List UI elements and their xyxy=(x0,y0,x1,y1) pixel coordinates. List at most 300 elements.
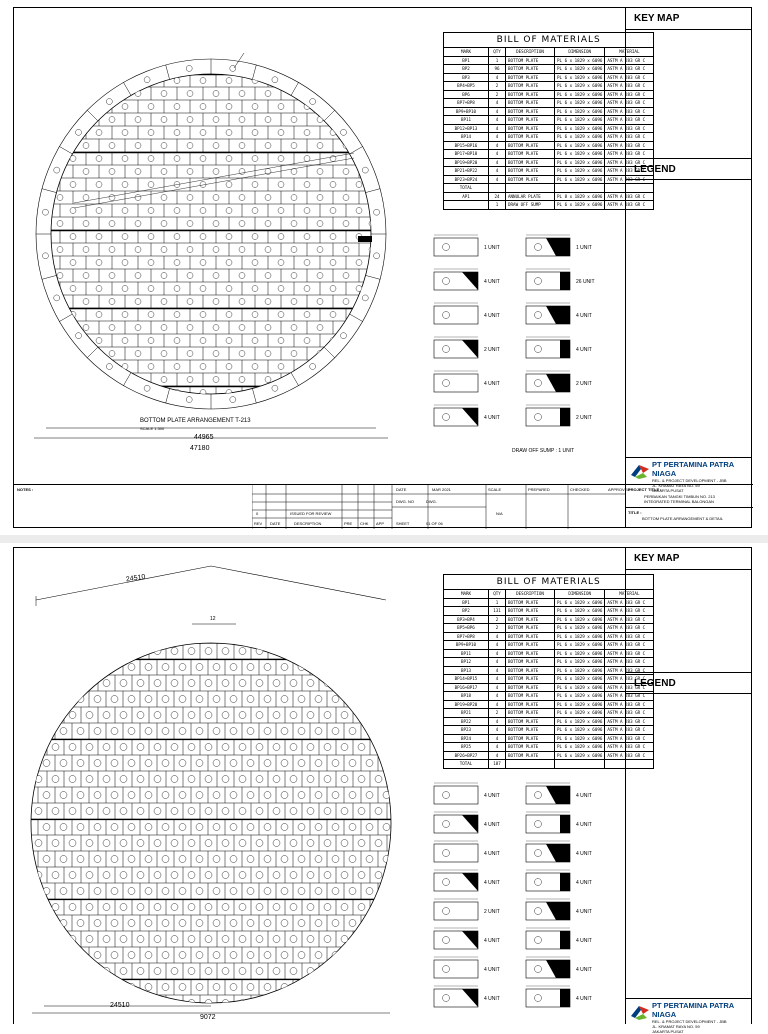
plate-mark xyxy=(395,351,401,357)
plate-mark xyxy=(315,696,322,703)
plate-mark xyxy=(196,952,203,959)
plate-mark xyxy=(69,872,76,879)
plate-mark xyxy=(273,776,280,783)
plate-mark xyxy=(69,680,76,687)
plate-mark xyxy=(307,680,314,687)
plate-mark xyxy=(330,234,336,240)
bom-cell: BP12+BP13 xyxy=(444,124,489,133)
plate-mark xyxy=(174,130,180,136)
bom-cell: ASTM A 283 GR C xyxy=(605,624,654,633)
bom-cell: PL 6 x 1829 x 6096 xyxy=(555,598,605,607)
rev-header-chk: CHK xyxy=(360,521,369,526)
plate-mark xyxy=(137,968,144,975)
bom-table xyxy=(443,47,654,210)
plate-mark xyxy=(291,273,297,279)
bom-row xyxy=(444,116,654,125)
plate-mark xyxy=(247,696,254,703)
plate-mark xyxy=(96,286,102,292)
plate-mark xyxy=(86,680,93,687)
plate-mark xyxy=(247,1016,254,1023)
plate-mark xyxy=(290,840,297,847)
plate-mark xyxy=(298,984,305,991)
plate-mark xyxy=(145,760,152,767)
plate-mark xyxy=(265,195,271,201)
plate-mark xyxy=(324,648,331,655)
bom-cell: PL 6 x 1829 x 6096 xyxy=(555,649,605,658)
plate-mark xyxy=(356,156,362,162)
plate-mark xyxy=(343,325,349,331)
right-column-1 xyxy=(625,8,752,527)
plate-mark xyxy=(298,792,305,799)
bill-of-materials-1 xyxy=(443,32,654,210)
plate-mark xyxy=(239,840,246,847)
plate-mark xyxy=(205,872,212,879)
bom-cell: ASTM A 283 GR C xyxy=(605,175,654,184)
bom-row xyxy=(444,167,654,176)
detail-unit-label: 4 UNIT xyxy=(484,793,500,799)
plate-mark xyxy=(103,744,110,751)
plate-mark xyxy=(330,208,336,214)
bom-cell: BOTTOM PLATE xyxy=(506,632,555,641)
plate-mark xyxy=(94,856,101,863)
plate-mark xyxy=(128,856,135,863)
annular-mark xyxy=(42,253,48,259)
plate-mark xyxy=(265,351,271,357)
plate-mark xyxy=(264,792,271,799)
bom-cell: PL 6 x 1829 x 6096 xyxy=(555,99,605,108)
plate-mark xyxy=(395,325,401,331)
approved-label: APPROVED xyxy=(608,487,631,492)
plate-mark xyxy=(35,904,42,911)
plate-mark xyxy=(343,117,349,123)
bom-cell: 4 xyxy=(489,141,506,150)
plate-mark xyxy=(145,664,152,671)
plate-mark xyxy=(278,130,284,136)
bom-cell: BP14 xyxy=(444,133,489,142)
detail-unit-label: 4 UNIT xyxy=(576,967,592,973)
plate-mark xyxy=(213,273,219,279)
plate-mark xyxy=(247,856,254,863)
plate-mark xyxy=(179,888,186,895)
plate-mark xyxy=(145,888,152,895)
plate-mark xyxy=(369,299,375,305)
plate-mark xyxy=(222,968,229,975)
plate-mark xyxy=(281,1016,288,1023)
plate-mark xyxy=(307,712,314,719)
plate-mark xyxy=(162,984,169,991)
plate-mark xyxy=(366,920,373,927)
bom-cell: PL 6 x 1829 x 6096 xyxy=(555,709,605,718)
company-sub-2: JL. KRAMAT RAYA NO. 59 xyxy=(652,1024,700,1029)
plate-mark xyxy=(44,130,50,136)
plate-mark xyxy=(317,299,323,305)
plate-mark xyxy=(109,117,115,123)
plate-mark xyxy=(205,712,212,719)
bom-cell: BP4+BP5 xyxy=(444,82,489,91)
plate-mark xyxy=(278,208,284,214)
bom-cell: BOTTOM PLATE xyxy=(506,666,555,675)
plate-mark xyxy=(174,104,180,110)
bom-cell: ASTM A 283 GR C xyxy=(605,65,654,74)
bom-cell: DRAW OFF SUMP xyxy=(506,201,555,210)
plate-mark xyxy=(349,792,356,799)
rev-number: 0 xyxy=(256,511,259,516)
plate-mark xyxy=(265,377,271,383)
bom-cell: PL 6 x 1829 x 6096 xyxy=(555,624,605,633)
plate-mark xyxy=(264,888,271,895)
plate-mark xyxy=(69,712,76,719)
plate-mark xyxy=(281,728,288,735)
plate-mark xyxy=(290,872,297,879)
plate-mark xyxy=(256,776,263,783)
plate-mark xyxy=(83,351,89,357)
plate-mark xyxy=(188,776,195,783)
plate-mark xyxy=(103,680,110,687)
plate-mark xyxy=(291,143,297,149)
annular-mark xyxy=(144,385,150,391)
plate-mark xyxy=(200,104,206,110)
bom-cell: PL 8 x 1829 x 6096 xyxy=(555,192,605,201)
plate-mark xyxy=(94,824,101,831)
bom-row xyxy=(444,683,654,692)
plate-mark xyxy=(213,728,220,735)
plate-mark xyxy=(86,712,93,719)
plate-mark xyxy=(230,696,237,703)
plate-mark xyxy=(239,377,245,383)
plate-mark xyxy=(247,888,254,895)
bom-header-cell: QTY xyxy=(489,590,506,599)
plate-mark xyxy=(96,130,102,136)
plate-mark xyxy=(256,936,263,943)
plate-mark xyxy=(304,338,310,344)
plate-mark xyxy=(307,936,314,943)
plate-mark xyxy=(188,872,195,879)
plate-mark xyxy=(252,130,258,136)
plate-mark xyxy=(70,286,76,292)
bom-cell: ASTM A 283 GR C xyxy=(605,649,654,658)
plate-mark xyxy=(278,338,284,344)
plate-mark xyxy=(128,792,135,799)
project-title-label: PROJECT TITLE : xyxy=(628,487,662,492)
plate-mark xyxy=(343,273,349,279)
detail-unit-label: 4 UNIT xyxy=(484,851,500,857)
bom-row xyxy=(444,717,654,726)
plate-mark xyxy=(317,221,323,227)
plate-mark xyxy=(213,792,220,799)
bom-cell: PL 6 x 1829 x 6096 xyxy=(555,734,605,743)
detail-unit-label: 4 UNIT xyxy=(484,381,500,387)
plate-mark xyxy=(200,364,206,370)
plate-mark xyxy=(43,1016,50,1023)
plate-mark xyxy=(247,952,254,959)
plate-mark xyxy=(256,1000,263,1007)
bom-header-cell: MARK xyxy=(444,48,489,57)
bom-cell: BOTTOM PLATE xyxy=(506,141,555,150)
plate-mark xyxy=(332,824,339,831)
detail-unit-label: 4 UNIT xyxy=(576,347,592,353)
plate-mark xyxy=(278,182,284,188)
plate-mark xyxy=(94,984,101,991)
drawing-caption: BOTTOM PLATE ARRANGEMENT T-213 xyxy=(140,418,251,424)
plate-mark xyxy=(111,856,118,863)
plate-mark xyxy=(83,169,89,175)
plate-mark xyxy=(145,792,152,799)
plate-mark xyxy=(200,338,206,344)
plate-mark xyxy=(77,888,84,895)
plate-mark xyxy=(264,920,271,927)
detail-unit-label: 4 UNIT xyxy=(576,793,592,799)
plate-mark xyxy=(375,872,382,879)
bom-cell: BOTTOM PLATE xyxy=(506,692,555,701)
plate-mark xyxy=(188,936,195,943)
plate-mark xyxy=(226,260,232,266)
plate-mark xyxy=(213,824,220,831)
plate-mark xyxy=(298,696,305,703)
plate-mark xyxy=(392,776,399,783)
plate-mark xyxy=(44,234,50,240)
prepared-label: PREPARED xyxy=(528,487,550,492)
plate-mark xyxy=(35,712,42,719)
plate-mark xyxy=(187,247,193,253)
bom-cell: ASTM A 283 GR C xyxy=(605,675,654,684)
plate-mark xyxy=(135,117,141,123)
plate-mark xyxy=(148,234,154,240)
plate-mark xyxy=(247,984,254,991)
bom-cell: BP2 xyxy=(444,607,489,616)
plate-mark xyxy=(222,936,229,943)
plate-mark xyxy=(69,776,76,783)
bom-cell: ASTM A 283 GR C xyxy=(605,99,654,108)
bom-cell: 4 xyxy=(489,700,506,709)
plate-mark xyxy=(304,312,310,318)
plate-mark xyxy=(96,312,102,318)
bom-row xyxy=(444,632,654,641)
plate-mark xyxy=(137,744,144,751)
dim-inner-label: 44965 xyxy=(194,434,214,441)
plate-mark xyxy=(60,728,67,735)
bom-cell xyxy=(555,184,605,193)
bom-cell: BOTTOM PLATE xyxy=(506,116,555,125)
bom-cell: BP16+BP17 xyxy=(444,683,489,692)
plate-mark xyxy=(86,904,93,911)
plate-mark xyxy=(358,744,365,751)
plate-mark xyxy=(304,286,310,292)
plate-mark xyxy=(324,904,331,911)
plate-mark xyxy=(43,824,50,831)
plate-mark xyxy=(252,312,258,318)
bom-cell: PL 6 x 1829 x 6096 xyxy=(555,717,605,726)
bom-cell: ASTM A 283 GR C xyxy=(605,73,654,82)
plate-mark xyxy=(52,680,59,687)
plate-mark xyxy=(230,664,237,671)
bom-title: BILL OF MATERIALS xyxy=(443,574,654,589)
plate-mark xyxy=(256,648,263,655)
plate-mark xyxy=(213,984,220,991)
bottom-plate-rows xyxy=(30,608,399,1025)
annular-mark xyxy=(272,77,278,83)
plate-mark xyxy=(330,364,336,370)
plate-mark xyxy=(366,888,373,895)
plate-mark xyxy=(188,840,195,847)
plate-mark xyxy=(60,792,67,799)
plate-mark xyxy=(239,808,246,815)
plate-mark xyxy=(213,856,220,863)
plate-mark xyxy=(187,117,193,123)
drawing-sheet-2 xyxy=(13,547,752,1034)
plate-mark xyxy=(226,286,232,292)
plate-mark xyxy=(70,104,76,110)
title-label: TITLE : xyxy=(628,510,642,515)
plate-mark xyxy=(382,312,388,318)
plate-mark xyxy=(317,117,323,123)
plate-mark xyxy=(324,744,331,751)
plate-mark xyxy=(187,143,193,149)
bom-cell: BOTTOM PLATE xyxy=(506,175,555,184)
plate-mark xyxy=(395,299,401,305)
plate-mark xyxy=(343,91,349,97)
plate-mark xyxy=(281,888,288,895)
plate-mark xyxy=(273,712,280,719)
bom-header-cell: QTY xyxy=(489,48,506,57)
plate-mark xyxy=(135,377,141,383)
plate-mark xyxy=(187,195,193,201)
bom-cell: 1 xyxy=(489,598,506,607)
dim-outer-label: 9072 xyxy=(200,1014,216,1021)
project-title-line-2: INTEGRATED TERMINAL BALONGAN xyxy=(644,499,714,504)
annular-mark xyxy=(76,129,82,135)
plate-mark xyxy=(86,936,93,943)
plate-mark xyxy=(70,260,76,266)
plate-mark xyxy=(358,840,365,847)
plate-mark xyxy=(290,680,297,687)
plate-mark xyxy=(94,728,101,735)
bom-cell: 4 xyxy=(489,726,506,735)
plate-mark xyxy=(226,364,232,370)
plate-mark xyxy=(239,247,245,253)
bom-row xyxy=(444,709,654,718)
legend-title: LEGEND xyxy=(626,158,752,180)
plate-mark xyxy=(205,936,212,943)
plate-mark xyxy=(226,104,232,110)
plate-mark xyxy=(343,247,349,253)
plate-mark xyxy=(111,824,118,831)
plate-mark xyxy=(205,808,212,815)
plate-mark xyxy=(77,952,84,959)
plate-mark xyxy=(44,312,50,318)
plate-mark xyxy=(222,904,229,911)
bom-row xyxy=(444,73,654,82)
plate-mark xyxy=(222,680,229,687)
plate-mark xyxy=(222,648,229,655)
plate-mark xyxy=(83,273,89,279)
plate-mark xyxy=(94,760,101,767)
bom-cell: BP22 xyxy=(444,717,489,726)
annular-mark xyxy=(374,253,380,259)
plate-mark xyxy=(356,338,362,344)
bom-cell: BP6 xyxy=(444,90,489,99)
plate-mark xyxy=(60,1016,67,1023)
plate-mark xyxy=(239,221,245,227)
plate-mark xyxy=(290,744,297,751)
plate-mark xyxy=(383,984,390,991)
plate-mark xyxy=(135,325,141,331)
plate-mark xyxy=(103,808,110,815)
plate-mark xyxy=(52,808,59,815)
plate-mark xyxy=(307,776,314,783)
plate-mark xyxy=(162,920,169,927)
plate-mark xyxy=(122,234,128,240)
plate-mark xyxy=(196,728,203,735)
plate-mark xyxy=(304,130,310,136)
plate-mark xyxy=(307,872,314,879)
plate-mark xyxy=(298,760,305,767)
plate-mark xyxy=(226,156,232,162)
company-sub-3: JAKARTA PUSAT xyxy=(652,1029,684,1034)
detail-unit-label: 4 UNIT xyxy=(484,967,500,973)
plate-mark xyxy=(162,856,169,863)
plate-mark xyxy=(298,1016,305,1023)
plate-mark xyxy=(122,208,128,214)
plate-mark xyxy=(382,156,388,162)
plate-mark xyxy=(317,195,323,201)
plate-mark xyxy=(174,234,180,240)
bom-header-cell: MARK xyxy=(444,590,489,599)
plate-mark xyxy=(298,920,305,927)
plate-mark xyxy=(111,888,118,895)
plate-mark xyxy=(109,325,115,331)
annular-mark xyxy=(310,99,316,105)
plate-mark xyxy=(343,195,349,201)
plate-mark xyxy=(145,1016,152,1023)
plate-mark xyxy=(332,728,339,735)
plate-mark xyxy=(213,760,220,767)
bom-cell: PL 6 x 1829 x 6096 xyxy=(555,116,605,125)
plate-mark xyxy=(57,247,63,253)
detail-unit-label: 1 UNIT xyxy=(576,245,592,251)
plate-mark xyxy=(179,856,186,863)
plate-mark xyxy=(43,920,50,927)
bom-row xyxy=(444,700,654,709)
plate-mark xyxy=(103,840,110,847)
plate-mark xyxy=(230,952,237,959)
plate-mark xyxy=(188,904,195,911)
plate-mark xyxy=(96,390,102,396)
plate-mark xyxy=(392,712,399,719)
plate-mark xyxy=(162,824,169,831)
plate-mark xyxy=(356,390,362,396)
bom-row xyxy=(444,598,654,607)
plate-mark xyxy=(382,260,388,266)
bom-cell: BOTTOM PLATE xyxy=(506,124,555,133)
plate-mark xyxy=(366,760,373,767)
plate-mark xyxy=(83,221,89,227)
bom-cell: BOTTOM PLATE xyxy=(506,150,555,159)
plate-mark xyxy=(356,312,362,318)
plate-mark xyxy=(265,325,271,331)
plate-mark xyxy=(161,169,167,175)
plate-mark xyxy=(57,273,63,279)
plate-mark xyxy=(161,91,167,97)
bom-row xyxy=(444,141,654,150)
plate-mark xyxy=(103,648,110,655)
bom-cell: 4 xyxy=(489,734,506,743)
plate-mark xyxy=(148,208,154,214)
plate-mark xyxy=(83,143,89,149)
annular-mark xyxy=(272,385,278,391)
detail-plate xyxy=(434,902,478,920)
detail-plate xyxy=(434,960,478,978)
detail-unit-label: 1 UNIT xyxy=(484,245,500,251)
